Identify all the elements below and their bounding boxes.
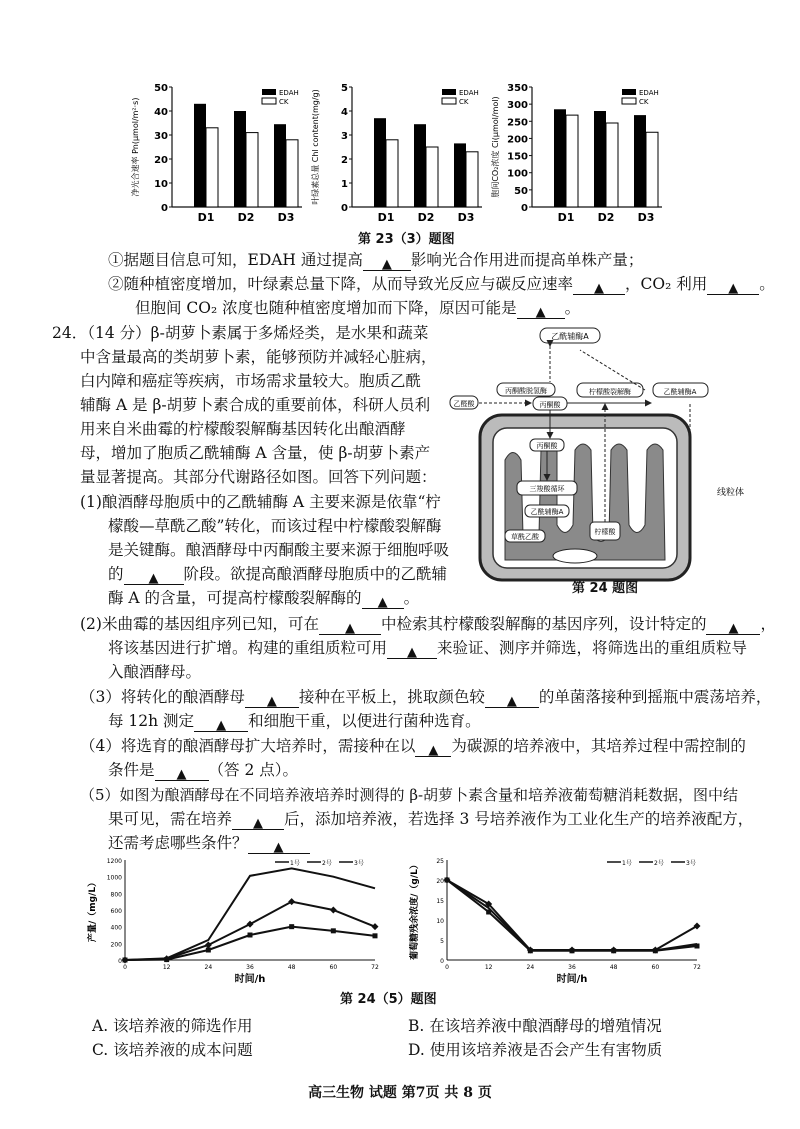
y-tick-label: 10 bbox=[436, 918, 444, 925]
q24-intro-line: 用来自米曲霉的柠檬酸裂解酶基因转化出酿酒酵 bbox=[80, 420, 406, 438]
svg-text:柠檬酸裂解酶: 柠檬酸裂解酶 bbox=[589, 388, 631, 396]
legend-swatch-ck bbox=[262, 98, 276, 104]
answer-blank[interactable]: ▲ bbox=[415, 738, 451, 757]
y-tick-label: 1000 bbox=[106, 874, 122, 882]
x-tick-label: D2 bbox=[597, 211, 615, 224]
series-line-2 bbox=[447, 880, 697, 950]
bar-edah bbox=[634, 115, 646, 207]
y-tick-label: 150 bbox=[507, 151, 528, 163]
q23-line3: 但胞间 CO₂ 浓度也随种植密度增加而下降，原因可能是 ▲ 。 bbox=[135, 299, 581, 320]
y-tick-label: 0 bbox=[521, 203, 528, 214]
bar-ck bbox=[566, 115, 578, 207]
svg-text:三羧酸循环: 三羧酸循环 bbox=[529, 485, 565, 493]
y-tick-label: 1 bbox=[341, 179, 348, 190]
y-tick-label: 15 bbox=[436, 898, 444, 905]
y-tick-label: 300 bbox=[507, 100, 528, 112]
q24-p2c: 入酿酒酵母。 bbox=[108, 663, 202, 681]
svg-text:草酰乙酸: 草酰乙酸 bbox=[511, 533, 539, 541]
x-tick-label: 36 bbox=[246, 964, 254, 971]
y-tick-label: 0 bbox=[118, 958, 122, 965]
q24-p2b: 将该基因进行扩增。构建的重组质粒可用 ▲ 来验证、测序并筛选，将筛选出的重组质粒导 bbox=[108, 639, 748, 660]
svg-text:丙酮酸脱氢酶: 丙酮酸脱氢酶 bbox=[505, 387, 547, 395]
y-tick-label: 250 bbox=[507, 117, 528, 129]
y-tick-label: 200 bbox=[507, 134, 528, 146]
y-tick-label: 40 bbox=[154, 107, 168, 118]
y-tick-label: 5 bbox=[440, 938, 444, 945]
option-b[interactable]: B. 在该培养液中酿酒酵母的增殖情况 bbox=[408, 1017, 662, 1035]
q24-p4b: 条件是 ▲ （答 2 点）。 bbox=[108, 761, 298, 782]
y-tick-label: 4 bbox=[341, 107, 348, 118]
bar-ck bbox=[606, 123, 618, 207]
y-tick-label: 600 bbox=[110, 908, 122, 915]
y-tick-label: 350 bbox=[507, 83, 528, 94]
x-tick-label: D3 bbox=[637, 211, 655, 224]
x-axis-label: 时间/h bbox=[234, 974, 266, 985]
q24-p5b: 果可见，需在培养 ▲ 后，添加培养液，若选择 3 号培养液作为工业化生产的培养液配方， bbox=[108, 810, 754, 831]
x-tick-label: 48 bbox=[287, 964, 296, 971]
bar-edah bbox=[374, 118, 386, 207]
answer-blank[interactable]: ▲ bbox=[573, 276, 625, 295]
x-tick-label: 60 bbox=[651, 964, 660, 971]
x-tick-label: D2 bbox=[237, 211, 255, 224]
legend-ck: CK bbox=[459, 98, 469, 106]
bar-edah bbox=[274, 124, 286, 207]
y-axis-label: 净光合速率 Pn(μmol/m²·s) bbox=[131, 97, 140, 197]
svg-text:丙酮酸: 丙酮酸 bbox=[539, 401, 561, 409]
bar-edah bbox=[234, 111, 246, 207]
y-tick-label: 50 bbox=[514, 185, 528, 197]
y-tick-label: 100 bbox=[507, 168, 528, 180]
y-tick-label: 30 bbox=[154, 131, 168, 142]
answer-blank[interactable]: ▲ bbox=[707, 276, 759, 295]
q24-intro-line: 母，增加了胞质乙酰辅酶 A 含量，使 β-胡萝卜素产 bbox=[80, 444, 431, 462]
y-axis-label: 葡萄糖残余浓度/（g/L） bbox=[410, 860, 420, 960]
bar-edah bbox=[194, 104, 206, 207]
bar-ck bbox=[206, 128, 218, 207]
legend-edah: EDAH bbox=[639, 89, 659, 97]
y-tick-label: 0 bbox=[341, 203, 348, 214]
data-point bbox=[330, 907, 337, 914]
q24-p1e: 酶 A 的含量，可提高柠檬酸裂解酶的 ▲ 。 bbox=[108, 589, 420, 610]
legend-swatch-edah bbox=[622, 89, 636, 95]
q24-intro-line: 中含量最高的类胡萝卜素，能够预防并减轻心脏病， bbox=[80, 348, 437, 366]
legend-swatch-edah bbox=[262, 89, 276, 95]
svg-text:乙酰辅酶A: 乙酰辅酶A bbox=[663, 388, 697, 396]
x-axis-label: 时间/h bbox=[556, 974, 588, 985]
legend-label: 1号 bbox=[622, 860, 632, 867]
svg-text:丙酮酸: 丙酮酸 bbox=[536, 442, 558, 450]
y-tick-label: 5 bbox=[341, 83, 348, 94]
x-tick-label: D3 bbox=[277, 211, 295, 224]
bar-ck bbox=[466, 152, 478, 207]
y-axis-label: 胞间CO₂浓度 Ci(μmol/mol) bbox=[491, 96, 500, 198]
legend-edah: EDAH bbox=[279, 89, 299, 97]
bar-ck bbox=[426, 147, 438, 207]
bar-edah bbox=[594, 111, 606, 207]
line-chart-1 bbox=[86, 858, 379, 985]
answer-blank[interactable]: ▲ bbox=[706, 616, 760, 635]
x-tick-label: D1 bbox=[557, 211, 575, 224]
series-line-1 bbox=[125, 927, 375, 960]
fig24-5-charts bbox=[80, 850, 740, 1000]
line-chart-2 bbox=[408, 858, 701, 985]
legend-swatch-edah bbox=[442, 89, 456, 95]
x-tick-label: 48 bbox=[609, 964, 618, 971]
answer-blank[interactable]: ▲ bbox=[245, 689, 299, 708]
answer-blank[interactable]: ▲ bbox=[232, 811, 284, 830]
series-line-1 bbox=[447, 880, 697, 951]
x-tick-label: D2 bbox=[417, 211, 435, 224]
x-tick-label: 72 bbox=[371, 964, 379, 971]
bar-edah bbox=[554, 109, 566, 207]
q23-line1: ①据题目信息可知，EDAH 通过提高 ▲ 影响光合作用进而提高单株产量； bbox=[108, 251, 644, 272]
y-tick-label: 200 bbox=[110, 941, 122, 949]
y-axis-label: 叶绿素总量 Chl content(mg/g) bbox=[311, 89, 320, 205]
data-point bbox=[331, 928, 336, 933]
y-tick-label: 800 bbox=[110, 891, 122, 899]
x-tick-label: 24 bbox=[204, 964, 213, 971]
q24-p5c: 还需考虑哪些条件？ ▲ bbox=[108, 832, 310, 854]
q24-p2a: (2)米曲霉的基因组序列已知，可在 ▲ 中检索其柠檬酸裂解酶的基因序列，设计特定的 ▲ ， bbox=[80, 615, 776, 636]
mito-label: 线粒体 bbox=[717, 488, 745, 498]
answer-blank[interactable]: ▲ bbox=[517, 300, 565, 319]
y-tick-label: 0 bbox=[161, 203, 168, 214]
x-tick-label: 0 bbox=[123, 964, 127, 971]
y-tick-label: 400 bbox=[110, 924, 122, 932]
answer-blank[interactable]: ▲ bbox=[485, 689, 539, 708]
option-d[interactable]: D. 使用该培养液是否会产生有害物质 bbox=[408, 1041, 663, 1059]
bar-edah bbox=[454, 143, 466, 207]
fig24-5-caption: 第 24（5）题图 bbox=[340, 992, 437, 1007]
q24-intro-line: 24．（14 分）β-胡萝卜素属于多烯烃类，是水果和蔬菜 bbox=[52, 324, 429, 342]
page-footer: 高三生物 试题 第7页 共 8 页 bbox=[308, 1085, 492, 1101]
svg-text:柠檬酸: 柠檬酸 bbox=[594, 528, 616, 536]
answer-blank[interactable]: ▲ bbox=[363, 252, 411, 271]
legend-ck: CK bbox=[639, 98, 649, 106]
q24-p1d: 的 ▲ 阶段。欲提高酿酒酵母胞质中的乙酰辅 bbox=[108, 565, 448, 586]
bar-ck bbox=[286, 140, 298, 207]
x-tick-label: 0 bbox=[445, 964, 449, 971]
node-cycle bbox=[553, 549, 597, 563]
fig24-caption: 第 24 题图 bbox=[572, 581, 639, 596]
legend-label: 3号 bbox=[354, 860, 364, 867]
series-line-3 bbox=[125, 868, 375, 960]
legend-label: 2号 bbox=[654, 860, 664, 867]
svg-text:乙酰辅酶A: 乙酰辅酶A bbox=[551, 332, 589, 341]
answer-blank[interactable]: ▲ bbox=[124, 566, 184, 585]
answer-blank[interactable]: ▲ bbox=[194, 713, 248, 732]
bar-ck bbox=[386, 140, 398, 207]
fig23-charts bbox=[130, 75, 670, 235]
data-point bbox=[289, 924, 294, 929]
svg-text:乙酰辅酶A: 乙酰辅酶A bbox=[530, 508, 564, 516]
bar-edah bbox=[414, 124, 426, 207]
q24-p1a: (1)酿酒酵母胞质中的乙酰辅酶 A 主要来源是依靠“柠 bbox=[80, 493, 441, 511]
y-tick-label: 3 bbox=[341, 131, 348, 142]
legend-edah: EDAH bbox=[459, 89, 479, 97]
x-tick-label: 12 bbox=[484, 964, 493, 971]
x-tick-label: 60 bbox=[329, 964, 338, 971]
legend-label: 2号 bbox=[322, 860, 332, 867]
y-tick-label: 25 bbox=[436, 858, 444, 865]
answer-blank[interactable]: ▲ bbox=[248, 835, 310, 854]
series-line-3 bbox=[447, 880, 697, 950]
answer-blank[interactable]: ▲ bbox=[319, 616, 381, 635]
q24-p4a: （4）将选育的酿酒酵母扩大培养时，需接种在以 ▲ 为碳源的培养液中，其培养过程中需控制的 bbox=[80, 737, 746, 758]
data-point bbox=[372, 923, 379, 930]
bar-chart-1 bbox=[130, 83, 302, 224]
q24-p1c: 是关键酶。酿酒酵母中丙酮酸主要来源于细胞呼吸 bbox=[108, 541, 450, 559]
y-tick-label: 20 bbox=[154, 155, 168, 166]
legend-swatch-ck bbox=[622, 98, 636, 104]
data-point bbox=[373, 933, 378, 938]
x-tick-label: 72 bbox=[693, 964, 701, 971]
bar-ck bbox=[246, 133, 258, 207]
answer-blank[interactable]: ▲ bbox=[362, 590, 404, 609]
x-tick-label: 24 bbox=[526, 964, 535, 971]
answer-blank[interactable]: ▲ bbox=[387, 640, 437, 659]
x-tick-label: 12 bbox=[162, 964, 171, 971]
x-tick-label: 36 bbox=[568, 964, 576, 971]
legend-label: 1号 bbox=[290, 860, 300, 867]
answer-blank[interactable]: ▲ bbox=[155, 762, 209, 781]
y-tick-label: 1200 bbox=[106, 858, 122, 865]
y-tick-label: 50 bbox=[154, 83, 168, 94]
q24-p3a: （3）将转化的酿酒酵母 ▲ 接种在平板上，挑取颜色较 ▲ 的单菌落接种到摇瓶中震荡培养， bbox=[80, 688, 772, 709]
x-tick-label: D3 bbox=[457, 211, 475, 224]
y-tick-label: 20 bbox=[436, 878, 444, 885]
y-axis-label: 产量/（mg/L） bbox=[88, 877, 98, 943]
data-point bbox=[205, 942, 212, 949]
option-a[interactable]: A. 该培养液的筛选作用 bbox=[92, 1017, 253, 1035]
y-tick-label: 2 bbox=[341, 155, 348, 166]
fig24-diagram bbox=[445, 320, 785, 592]
q24-p3b: 每 12h 测定 ▲ 和细胞干重，以便进行菌种选育。 bbox=[108, 712, 481, 733]
x-tick-label: D1 bbox=[197, 211, 215, 224]
y-tick-label: 10 bbox=[154, 179, 168, 190]
fig23-caption: 第 23（3）题图 bbox=[358, 232, 455, 247]
q24-intro-line: 量显著提高。其部分代谢路径如图。回答下列问题： bbox=[80, 468, 437, 486]
q24-p1b: 檬酸—草酰乙酸”转化，而该过程中柠檬酸裂解酶 bbox=[108, 517, 442, 535]
option-c[interactable]: C. 该培养液的成本问题 bbox=[92, 1041, 253, 1059]
q23-line2: ②随种植密度增加，叶绿素总量下降，从而导致光反应与碳反应速率 ▲ ，CO₂ 利用 ▲ 。 bbox=[108, 275, 775, 296]
legend-label: 3号 bbox=[686, 860, 696, 867]
svg-text:乙醛酸: 乙醛酸 bbox=[453, 400, 475, 408]
data-point bbox=[248, 933, 253, 938]
bar-chart-3 bbox=[490, 83, 662, 224]
q24-intro-line: 辅酶 A 是 β-胡萝卜素合成的重要前体，科研人员利 bbox=[80, 396, 431, 414]
q24-intro-line: 白内障和癌症等疾病，市场需求量较大。胞质乙酰 bbox=[80, 372, 422, 390]
bar-chart-2 bbox=[310, 83, 482, 224]
q24-p5a: （5）如图为酿酒酵母在不同培养液培养时测得的 β-胡萝卜素含量和培养液葡萄糖消耗数据，图中结 bbox=[80, 786, 739, 804]
x-tick-label: D1 bbox=[377, 211, 395, 224]
bar-ck bbox=[646, 132, 658, 207]
legend-ck: CK bbox=[279, 98, 289, 106]
legend-swatch-ck bbox=[442, 98, 456, 104]
y-tick-label: 0 bbox=[440, 958, 444, 965]
